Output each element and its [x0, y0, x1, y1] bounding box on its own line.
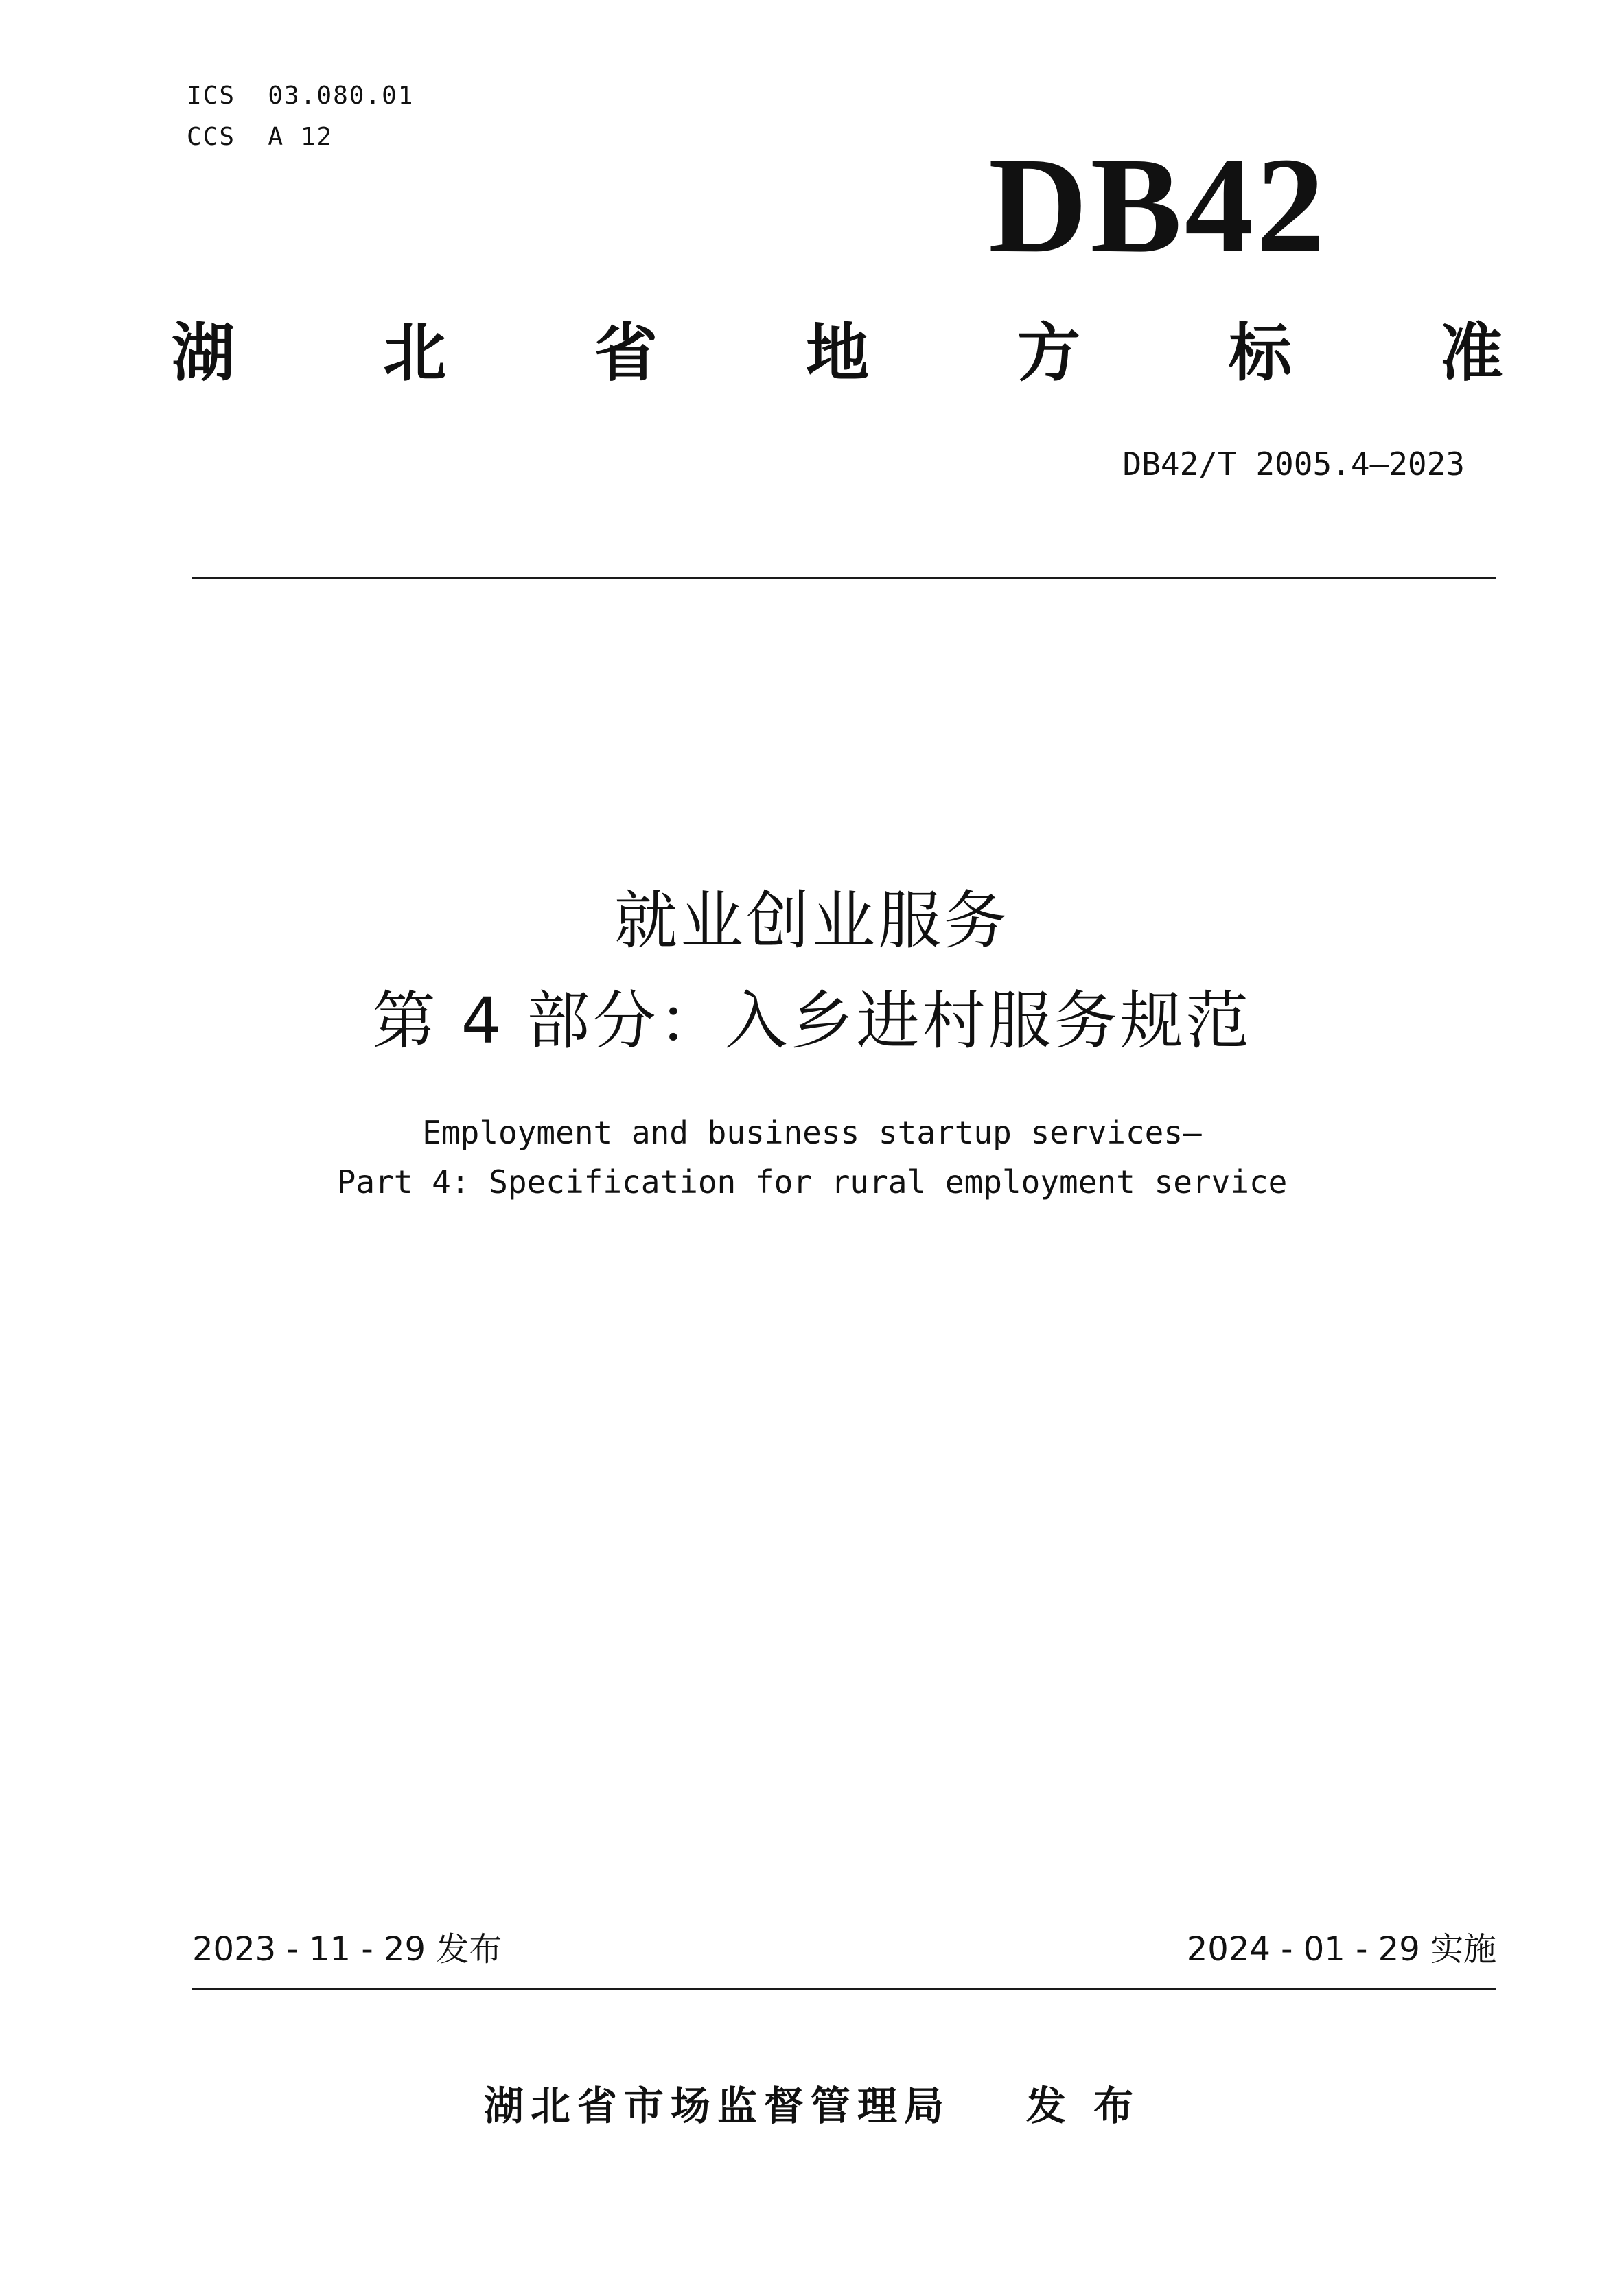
footer-divider — [192, 1988, 1496, 1990]
db42-logo: DB42 — [988, 130, 1327, 281]
header-divider — [192, 577, 1496, 579]
standard-type-char: 准 — [1439, 316, 1503, 390]
standard-type-char: 湖 — [172, 316, 235, 390]
title-chinese-part: 第 4 部分：入乡进村服务规范 — [372, 984, 1252, 1058]
standard-type-char: 省 — [594, 316, 658, 390]
publish-date: 2023 - 11 - 29 发布 — [192, 1930, 502, 1969]
standard-type-char: 标 — [1228, 316, 1292, 390]
ics-code: ICS 03.080.01 — [187, 82, 415, 110]
ccs-code: CCS A 12 — [187, 123, 334, 151]
implementation-date: 2024 - 01 - 29 实施 — [1186, 1930, 1496, 1969]
standard-type-char: 北 — [382, 316, 446, 390]
title-english-main: Employment and business startup services— — [422, 1114, 1202, 1151]
issuer-name: 湖北省市场监督管理局 — [483, 2083, 951, 2129]
standard-type-heading — [172, 316, 1503, 391]
title-chinese-main: 就业创业服务 — [614, 884, 1010, 958]
standard-type-char: 方 — [1017, 316, 1080, 390]
standard-type-char: 地 — [805, 316, 869, 390]
issuer-action: 发 布 — [1025, 2083, 1141, 2129]
issuer-line — [0, 2080, 1624, 2132]
standard-number: DB42/T 2005.4—2023 — [1122, 445, 1465, 483]
title-english-part: Part 4: Specification for rural employment service — [336, 1163, 1288, 1201]
